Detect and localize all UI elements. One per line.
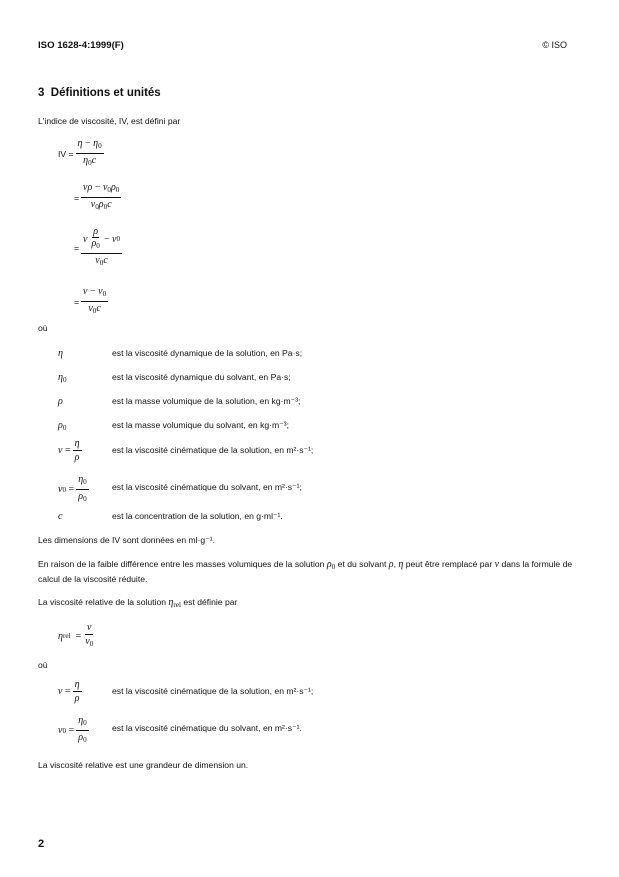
document-id: ISO 1628-4:1999(F) bbox=[38, 40, 124, 51]
equals-sign: = bbox=[74, 242, 80, 253]
dimensions-text: Les dimensions de IV sont données en ml·g⁻¹. bbox=[38, 535, 215, 545]
symbol-rho: ρ bbox=[58, 396, 63, 407]
symbol-eta0: $\eta_0$ bbox=[58, 372, 67, 384]
section-heading: Définitions et unités bbox=[50, 87, 161, 99]
page-number: 2 bbox=[38, 838, 45, 850]
equals-sign: = bbox=[68, 148, 74, 159]
definition-text: est la viscosité cinématique de la solution, en m²·s⁻¹; bbox=[112, 445, 314, 455]
symbol-eta: η bbox=[58, 348, 63, 359]
section-title bbox=[38, 87, 161, 99]
iv-label: IV bbox=[58, 148, 67, 159]
relative-intro: La viscosité relative de la solution $\eta_{rel}$ est définie par bbox=[38, 597, 238, 609]
definition-text: est la masse volumique du solvant, en kg·m⁻³; bbox=[112, 420, 289, 430]
intro-text: L'indice de viscosité, IV, est défini par bbox=[38, 116, 181, 126]
definition-text: est la viscosité cinématique du solvant, en m²·s⁻¹; bbox=[112, 482, 302, 492]
copyright-notice: © ISO bbox=[542, 40, 567, 50]
symbol-v0-def: v 0 = $\frac{\eta_0}{\rho_0}$ bbox=[58, 715, 87, 744]
fraction: $\frac{\eta - \eta_0}{\eta_0c}$ bbox=[77, 138, 102, 167]
where-label: où bbox=[38, 323, 48, 333]
fraction: $\frac{v - v_0}{v_0c}$ bbox=[83, 286, 107, 315]
equation-iv-3 bbox=[74, 226, 124, 269]
equation-iv-2 bbox=[74, 182, 123, 213]
equation-iv-1 bbox=[58, 138, 106, 169]
equals-sign: = bbox=[74, 192, 80, 203]
definition-text: est la viscosité cinématique du solvant, en m²·s⁻¹. bbox=[112, 723, 302, 733]
section-number: 3 bbox=[38, 87, 45, 99]
fraction: $\frac{v\rho - v_0\rho_0}{v_0\rho_0c}$ bbox=[83, 182, 120, 211]
symbol-c: c bbox=[58, 511, 63, 522]
where-label: où bbox=[38, 660, 48, 670]
symbol-rho0: $\rho_0$ bbox=[58, 420, 67, 432]
definition-text: est la viscosité cinématique de la solution, en m²·s⁻¹; bbox=[112, 686, 314, 696]
symbol-v-def: v = $\frac{\eta}{\rho}$ bbox=[58, 679, 80, 704]
symbol-v-def: v = $\frac{\eta}{\rho}$ bbox=[58, 438, 80, 463]
definition-text: est la viscosité dynamique du solvant, en Pa·s; bbox=[112, 372, 291, 382]
definition-text: est la masse volumique de la solution, en kg·m⁻³; bbox=[112, 396, 301, 406]
equals-sign: = bbox=[74, 296, 80, 307]
fraction: v $\frac{\rho}{\rho_0}$ − v 0 $v_0c$ bbox=[83, 226, 121, 267]
equation-relative: η rel = $\frac{v}{v_0}$ bbox=[58, 622, 94, 648]
density-paragraph: En raison de la faible différence entre les masses volumiques de la solution $\rho_0$ et du solvant ρ, η peut être remplacé par v dans la formule de calcul de la viscosité réduite. bbox=[38, 559, 573, 584]
closing-text: La viscosité relative est une grandeur de dimension un. bbox=[38, 760, 249, 770]
definition-text: est la concentration de la solution, en g·ml⁻¹. bbox=[112, 511, 283, 521]
definition-text: est la viscosité dynamique de la solution, en Pa·s; bbox=[112, 348, 303, 358]
equation-iv-4 bbox=[74, 286, 110, 317]
symbol-v0-def: v 0 = $\frac{\eta_0}{\rho_0}$ bbox=[58, 474, 87, 503]
